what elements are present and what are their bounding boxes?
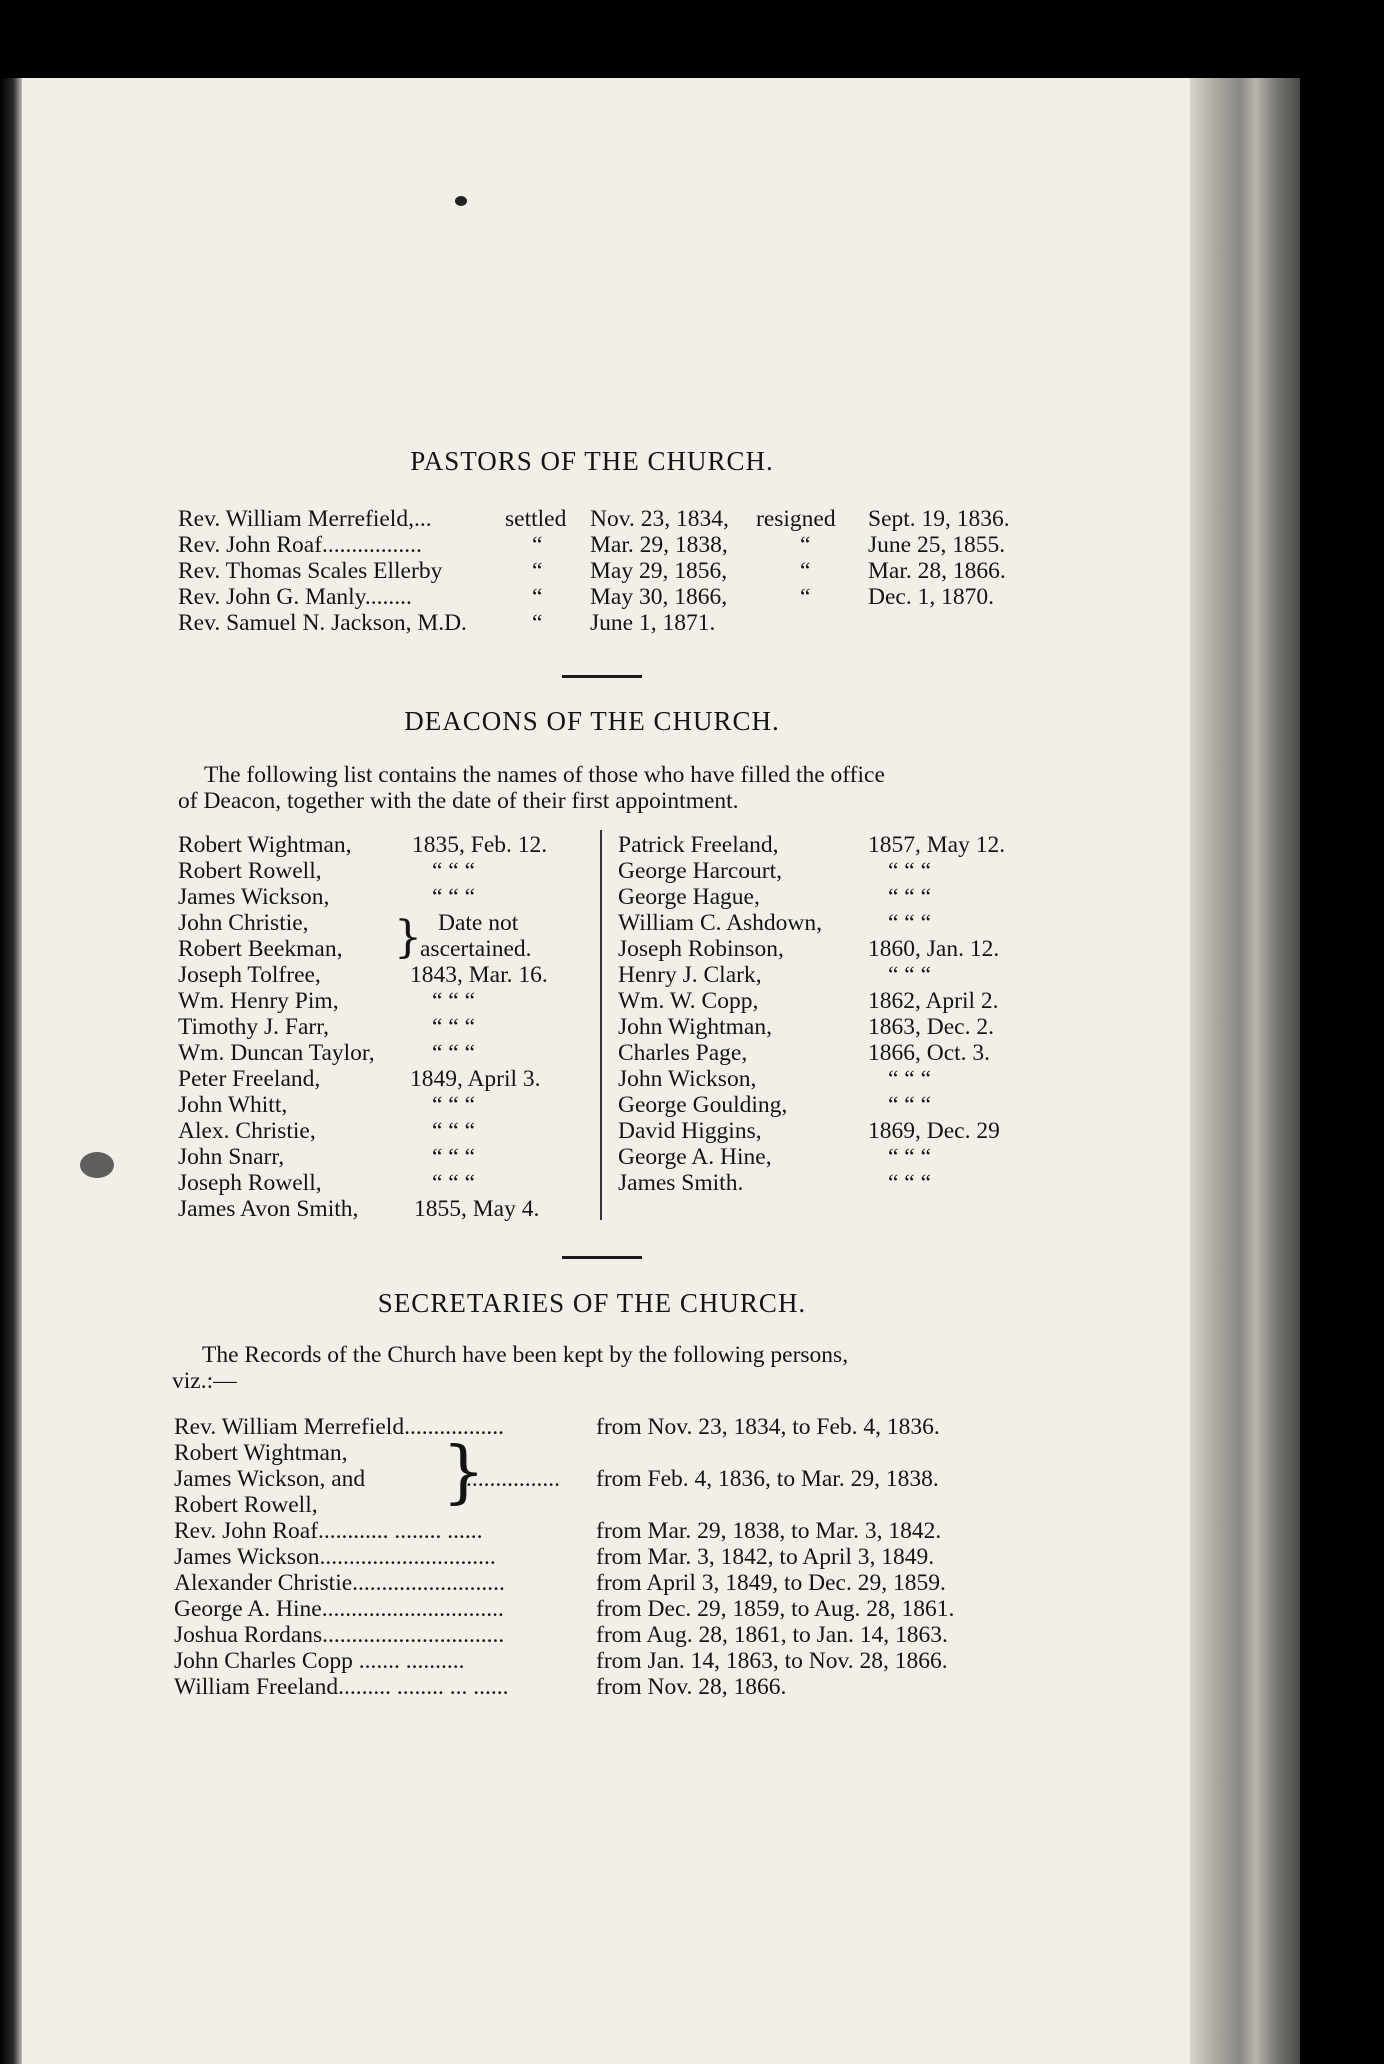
deacon-name: Charles Page, xyxy=(618,1040,748,1066)
deacon-date: “ “ “ xyxy=(432,1170,476,1196)
deacon-date: 1857, May 12. xyxy=(868,832,1006,858)
page-edge-stack xyxy=(1190,78,1300,2064)
secretary-range: from Mar. 3, 1842, to April 3, 1849. xyxy=(596,1544,935,1570)
pastor-mark2: “ xyxy=(800,584,811,610)
deacon-name: Alex. Christie, xyxy=(178,1118,316,1144)
pastor-start: May 29, 1856, xyxy=(590,558,728,584)
deacon-date: ascertained. xyxy=(420,936,532,962)
secretary-name: Alexander Christie.......................... xyxy=(174,1570,505,1596)
secretary-range: from Feb. 4, 1836, to Mar. 29, 1838. xyxy=(596,1466,939,1492)
pastor-end: Mar. 28, 1866. xyxy=(868,558,1006,584)
secretary-range: from Dec. 29, 1859, to Aug. 28, 1861. xyxy=(596,1596,955,1622)
pastor-start: Nov. 23, 1834, xyxy=(590,506,729,532)
deacon-name: James Avon Smith, xyxy=(178,1196,359,1222)
deacon-date: “ “ “ xyxy=(888,1170,932,1196)
deacon-date: “ “ “ xyxy=(888,1144,932,1170)
deacon-date: “ “ “ xyxy=(432,1118,476,1144)
pastor-name: Rev. Thomas Scales Ellerby xyxy=(178,558,443,584)
secretary-range: from Aug. 28, 1861, to Jan. 14, 1863. xyxy=(596,1622,948,1648)
deacon-name: Timothy J. Farr, xyxy=(178,1014,329,1040)
deacon-name: George A. Hine, xyxy=(618,1144,772,1170)
deacon-date: “ “ “ xyxy=(432,1014,476,1040)
deacon-name: George Goulding, xyxy=(618,1092,788,1118)
deacon-date: “ “ “ xyxy=(888,910,932,936)
deacon-date: “ “ “ xyxy=(432,1092,476,1118)
pastor-mark: “ xyxy=(532,532,543,558)
deacon-date: “ “ “ xyxy=(432,1144,476,1170)
deacon-name: Wm. Duncan Taylor, xyxy=(178,1040,375,1066)
brace-icon: } xyxy=(442,1433,486,1512)
pastor-end: June 25, 1855. xyxy=(868,532,1006,558)
deacon-date: “ “ “ xyxy=(888,962,932,988)
deacon-name: John Whitt, xyxy=(178,1092,288,1118)
deacon-name: John Christie, xyxy=(178,910,309,936)
deacon-name: George Harcourt, xyxy=(618,858,782,884)
deacons-intro-line1: The following list contains the names of those who have filled the office xyxy=(204,762,885,788)
deacon-date: 1860, Jan. 12. xyxy=(868,936,1000,962)
pastor-start: May 30, 1866, xyxy=(590,584,728,610)
left-binding-shadow xyxy=(0,78,22,2064)
deacon-date: 1866, Oct. 3. xyxy=(868,1040,991,1066)
deacon-name: William C. Ashdown, xyxy=(618,910,823,936)
pastors-heading: PASTORS OF THE CHURCH. xyxy=(410,446,774,476)
secretary-range: from Nov. 28, 1866. xyxy=(596,1674,787,1700)
pastor-mark2: “ xyxy=(800,532,811,558)
column-divider xyxy=(600,830,602,1220)
deacon-date: 1835, Feb. 12. xyxy=(412,832,548,858)
pastor-name: Rev. Samuel N. Jackson, M.D. xyxy=(178,610,467,636)
secretary-name: Joshua Rordans............................... xyxy=(174,1622,505,1648)
deacons-heading: DEACONS OF THE CHURCH. xyxy=(404,706,780,736)
deacon-date: Date not xyxy=(438,910,519,936)
deacon-name: John Wightman, xyxy=(618,1014,772,1040)
secretary-range: from Mar. 29, 1838, to Mar. 3, 1842. xyxy=(596,1518,942,1544)
deacon-date: 1855, May 4. xyxy=(414,1196,540,1222)
secretary-range: from Jan. 14, 1863, to Nov. 28, 1866. xyxy=(596,1648,948,1674)
deacon-name: Peter Freeland, xyxy=(178,1066,321,1092)
secretary-name: John Charles Copp ....... .......... xyxy=(174,1648,465,1674)
deacon-date: “ “ “ xyxy=(888,858,932,884)
deacon-name: Robert Beekman, xyxy=(178,936,343,962)
secretary-name: James Wickson, and xyxy=(174,1466,366,1492)
section-divider xyxy=(562,1256,642,1259)
pastor-mark2: “ xyxy=(800,558,811,584)
secretaries-intro-line1: The Records of the Church have been kept by the following persons, xyxy=(202,1342,849,1368)
scan-background xyxy=(1300,60,1384,2064)
secretary-range: from Nov. 23, 1834, to Feb. 4, 1836. xyxy=(596,1414,940,1440)
deacon-date: 1869, Dec. 29 xyxy=(868,1118,1000,1144)
deacon-name: Wm. W. Copp, xyxy=(618,988,759,1014)
deacon-name: George Hague, xyxy=(618,884,760,910)
secretary-name: George A. Hine............................... xyxy=(174,1596,504,1622)
secretary-name: James Wickson.............................. xyxy=(174,1544,496,1570)
secretary-name: William Freeland......... ........ ... ...... xyxy=(174,1674,509,1700)
pastor-end: Sept. 19, 1836. xyxy=(868,506,1010,532)
pastor-mark: “ xyxy=(532,558,543,584)
deacon-date: “ “ “ xyxy=(432,988,476,1014)
deacon-name: Patrick Freeland, xyxy=(618,832,779,858)
deacon-date: 1862, April 2. xyxy=(868,988,999,1014)
secretaries-intro-line2: viz.:— xyxy=(172,1368,237,1394)
deacon-name: John Wickson, xyxy=(618,1066,757,1092)
deacon-name: Joseph Rowell, xyxy=(178,1170,322,1196)
deacon-date: “ “ “ xyxy=(888,1066,932,1092)
deacon-date: 1849, April 3. xyxy=(410,1066,541,1092)
secretary-name: Robert Wightman, xyxy=(174,1440,348,1466)
deacon-date: 1843, Mar. 16. xyxy=(410,962,548,988)
deacon-name: Joseph Robinson, xyxy=(618,936,784,962)
secretary-name: Robert Rowell, xyxy=(174,1492,318,1518)
deacon-date: “ “ “ xyxy=(888,1092,932,1118)
ink-speck xyxy=(455,196,467,206)
pastor-mark: “ xyxy=(532,610,543,636)
group-leader-dots: ................ xyxy=(466,1466,560,1492)
deacon-name: James Wickson, xyxy=(178,884,330,910)
pastor-start: Mar. 29, 1838, xyxy=(590,532,728,558)
deacon-name: Joseph Tolfree, xyxy=(178,962,321,988)
pastor-start: June 1, 1871. xyxy=(590,610,716,636)
pastor-mark: “ xyxy=(532,584,543,610)
deacon-date: 1863, Dec. 2. xyxy=(868,1014,994,1040)
deacon-name: David Higgins, xyxy=(618,1118,762,1144)
deacons-intro-line2: of Deacon, together with the date of their first appointment. xyxy=(178,788,739,814)
book-page xyxy=(22,78,1190,2064)
deacon-date: “ “ “ xyxy=(888,884,932,910)
pastor-mark: settled xyxy=(505,506,567,532)
pastor-name: Rev. William Merrefield,... xyxy=(178,506,432,532)
deacon-name: Robert Rowell, xyxy=(178,858,322,884)
pastor-end: Dec. 1, 1870. xyxy=(868,584,994,610)
section-divider xyxy=(562,675,642,678)
brace-icon: } xyxy=(394,912,422,963)
secretaries-heading: SECRETARIES OF THE CHURCH. xyxy=(377,1288,807,1318)
deacon-date: “ “ “ xyxy=(432,884,476,910)
ink-blot xyxy=(80,1152,114,1178)
secretary-range: from April 3, 1849, to Dec. 29, 1859. xyxy=(596,1570,946,1596)
pastor-name: Rev. John Roaf................. xyxy=(178,532,422,558)
deacon-name: Henry J. Clark, xyxy=(618,962,762,988)
deacon-name: John Snarr, xyxy=(178,1144,285,1170)
deacon-date: “ “ “ xyxy=(432,1040,476,1066)
deacon-date: “ “ “ xyxy=(432,858,476,884)
deacon-name: Robert Wightman, xyxy=(178,832,352,858)
deacon-name: Wm. Henry Pim, xyxy=(178,988,339,1014)
secretary-name: Rev. John Roaf............ ........ ...... xyxy=(174,1518,483,1544)
pastor-name: Rev. John G. Manly........ xyxy=(178,584,412,610)
secretary-name: Rev. William Merrefield................. xyxy=(174,1414,504,1440)
deacon-name: James Smith. xyxy=(618,1170,744,1196)
pastor-mark2: resigned xyxy=(756,506,836,532)
